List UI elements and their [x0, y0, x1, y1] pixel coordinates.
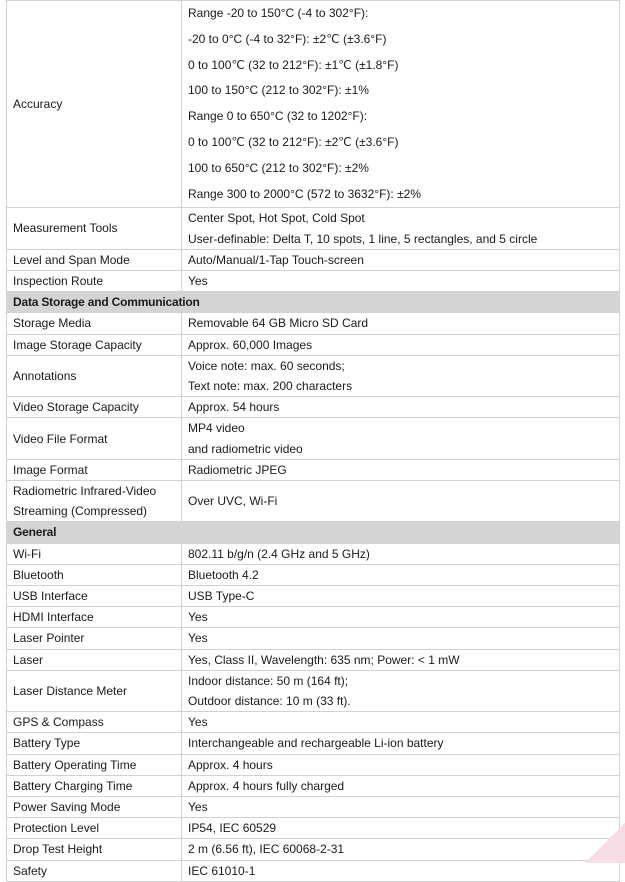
value-line: Voice note: max. 60 seconds; [188, 358, 345, 373]
value-line: User-definable: Delta T, 10 spots, 1 line, 5 rectangles, and 5 circle [188, 231, 538, 246]
row-label: Wi-Fi [7, 543, 182, 564]
row-label: Drop Test Height [7, 839, 182, 860]
row-inspection-route [7, 270, 620, 291]
row-value: IP54, IEC 60529 [182, 818, 620, 839]
value-line: Indoor distance: 50 m (164 ft); [188, 673, 349, 688]
row-label: GPS & Compass [7, 712, 182, 733]
row-laser-distance [7, 670, 620, 711]
row-usb [7, 586, 620, 607]
row-image-format [7, 459, 620, 480]
value-line: and radiometric video [188, 441, 303, 456]
row-label: Laser Pointer [7, 628, 182, 649]
corner-decoration [585, 823, 625, 863]
value-line: Range 300 to 2000°C (572 to 3632°F): ±2% [188, 186, 421, 201]
row-label: Measurement Tools [7, 208, 182, 249]
row-wifi [7, 543, 620, 564]
row-value: Bluetooth 4.2 [182, 564, 620, 585]
row-value: Yes [182, 628, 620, 649]
spec-table [6, 0, 620, 882]
section-header-storage [7, 292, 620, 313]
row-streaming [7, 481, 620, 522]
row-value [182, 670, 620, 711]
row-hdmi [7, 607, 620, 628]
row-label: Battery Operating Time [7, 754, 182, 775]
row-label: Annotations [7, 355, 182, 396]
row-value: Interchangeable and rechargeable Li-ion battery [182, 733, 620, 754]
row-value: Yes [182, 270, 620, 291]
row-annotations [7, 355, 620, 396]
row-value: Removable 64 GB Micro SD Card [182, 313, 620, 334]
value-line: Outdoor distance: 10 m (33 ft). [188, 694, 351, 709]
row-value [182, 418, 620, 459]
row-value: Approx. 54 hours [182, 397, 620, 418]
row-label: Battery Type [7, 733, 182, 754]
row-label: Inspection Route [7, 270, 182, 291]
row-value: 2 m (6.56 ft), IEC 60068-2-31 [182, 839, 620, 860]
row-label: Storage Media [7, 313, 182, 334]
row-label [7, 481, 182, 522]
row-image-capacity [7, 334, 620, 355]
row-label: Image Format [7, 459, 182, 480]
row-label: Laser [7, 649, 182, 670]
row-label: Battery Charging Time [7, 775, 182, 796]
row-label: Laser Distance Meter [7, 670, 182, 711]
section-title: Data Storage and Communication [7, 292, 620, 313]
value-line: Text note: max. 200 characters [188, 379, 353, 393]
value-line: 100 to 650°C (212 to 302°F): ±2% [188, 160, 369, 175]
row-value: Yes [182, 712, 620, 733]
value-line: -20 to 0°C (-4 to 32°F): ±2℃ (±3.6°F) [188, 31, 387, 46]
row-value [182, 355, 620, 396]
row-laser-pointer [7, 628, 620, 649]
label-line: Streaming (Compressed) [13, 504, 148, 519]
row-label: USB Interface [7, 586, 182, 607]
row-drop-test [7, 839, 620, 860]
section-title: General [7, 522, 620, 543]
row-label: Video File Format [7, 418, 182, 459]
row-label: Video Storage Capacity [7, 397, 182, 418]
row-battery-time [7, 754, 620, 775]
row-value: 802.11 b/g/n (2.4 GHz and 5 GHz) [182, 543, 620, 564]
row-video-capacity [7, 397, 620, 418]
row-label: Level and Span Mode [7, 249, 182, 270]
row-power-saving [7, 797, 620, 818]
row-label: Image Storage Capacity [7, 334, 182, 355]
row-label: HDMI Interface [7, 607, 182, 628]
row-value: IEC 61010-1 [182, 860, 620, 881]
row-protection [7, 818, 620, 839]
row-value [182, 1, 620, 208]
value-line: 100 to 150°C (212 to 302°F): ±1% [188, 83, 369, 98]
row-value: Radiometric JPEG [182, 459, 620, 480]
row-level-span [7, 249, 620, 270]
row-value: Approx. 4 hours fully charged [182, 775, 620, 796]
row-value: USB Type-C [182, 586, 620, 607]
row-battery-type [7, 733, 620, 754]
value-line: 0 to 100℃ (32 to 212°F): ±2℃ (±3.6°F) [188, 134, 399, 149]
row-label: Protection Level [7, 818, 182, 839]
row-storage-media [7, 313, 620, 334]
row-value: Yes, Class II, Wavelength: 635 nm; Power: < 1 mW [182, 649, 620, 670]
row-battery-charge [7, 775, 620, 796]
row-laser [7, 649, 620, 670]
row-measurement-tools [7, 208, 620, 249]
row-accuracy [7, 1, 620, 208]
row-label: Accuracy [7, 1, 182, 208]
row-label: Power Saving Mode [7, 797, 182, 818]
label-line: Radiometric Infrared-Video [13, 484, 157, 499]
row-video-format [7, 418, 620, 459]
value-line: Range -20 to 150°C (-4 to 302°F): [188, 6, 369, 20]
value-line: Range 0 to 650°C (32 to 1202°F): [188, 109, 368, 124]
value-line: 0 to 100℃ (32 to 212°F): ±1℃ (±1.8°F) [188, 57, 399, 72]
row-value: Approx. 60,000 Images [182, 334, 620, 355]
row-label: Bluetooth [7, 564, 182, 585]
row-value: Over UVC, Wi-Fi [182, 481, 620, 522]
row-value: Auto/Manual/1-Tap Touch-screen [182, 249, 620, 270]
row-gps [7, 712, 620, 733]
row-value: Yes [182, 797, 620, 818]
section-header-general [7, 522, 620, 543]
row-safety [7, 860, 620, 881]
value-line: Center Spot, Hot Spot, Cold Spot [188, 211, 365, 226]
row-bluetooth [7, 564, 620, 585]
row-value: Approx. 4 hours [182, 754, 620, 775]
row-value: Yes [182, 607, 620, 628]
row-value [182, 208, 620, 249]
value-line: MP4 video [188, 421, 245, 436]
row-label: Safety [7, 860, 182, 881]
